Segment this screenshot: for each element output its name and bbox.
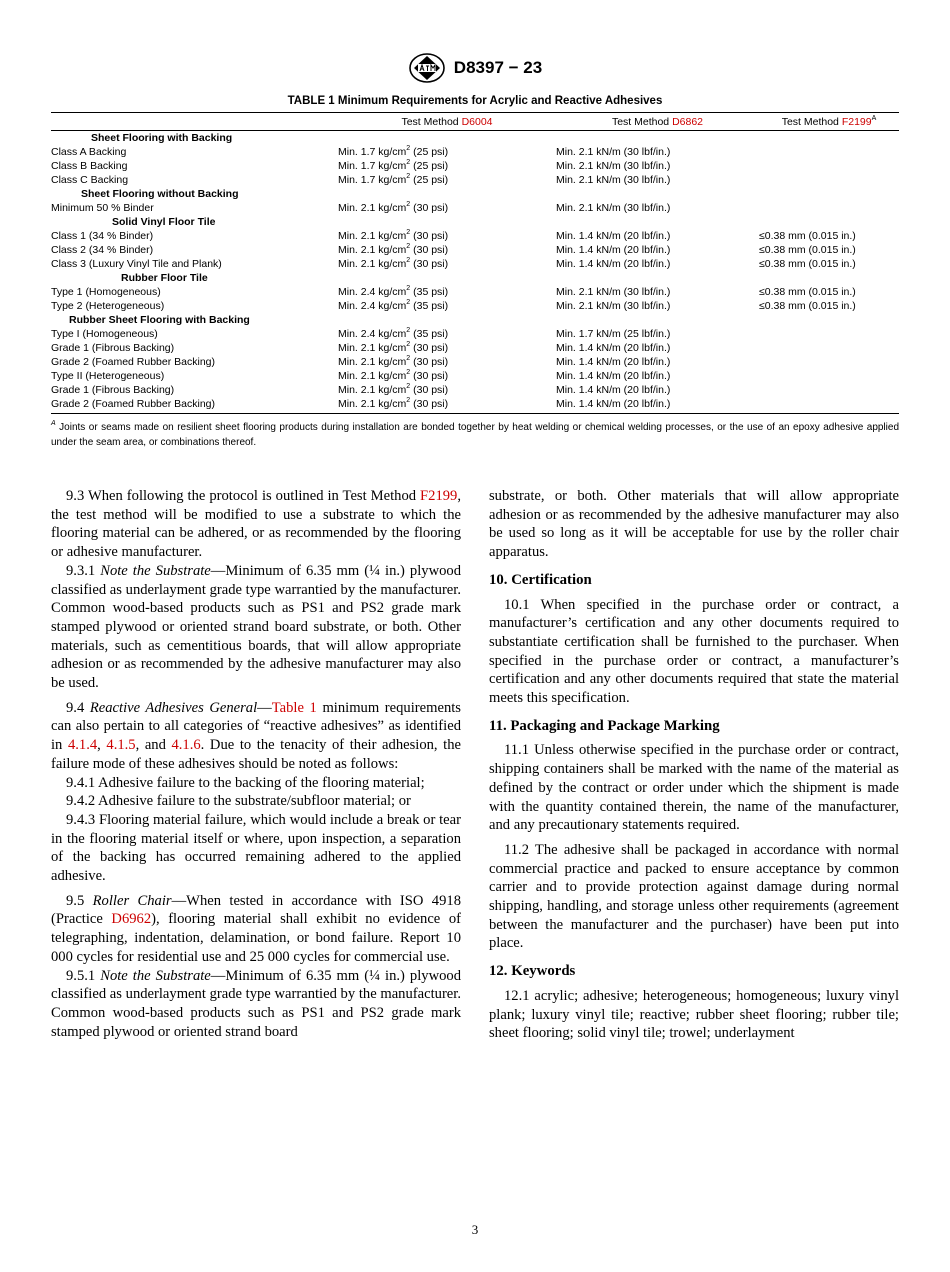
row-label: Class B Backing	[51, 160, 128, 172]
value-d6004: Min. 2.4 $kg/cm^2$ (35 psi)	[338, 285, 449, 298]
para-9-5-1: 9.5.1 Note the Substrate—Minimum of 6.35 mm (¼ in.) plywood classified as underlayment grade type warrantied by the manufacturer. Common wood-based products such as PS1 and PS2 grade mark stamped plywood or oriented strand board	[51, 967, 461, 1040]
row-label: Grade 2 (Foamed Rubber Backing)	[51, 356, 215, 368]
heading-keywords: 12. Keywords	[489, 963, 576, 980]
value-f2199: ≤0.38 mm (0.015 in.)	[759, 230, 856, 242]
para-9-4-3: 9.4.3 Flooring material failure, which would include a break or tear in the flooring material itself or where, upon inspection, a separation of the backing has occurred remaining adhered to the applied adhesive.	[51, 811, 461, 885]
value-d6862: Min. 2.1 kN/m (30 lbf/in.)	[556, 286, 671, 298]
para-continued: substrate, or both. Other materials that will allow appropriate adhesion or as recommended by the adhesive manufacturer may also be used so long as it will be acceptable for use by the roller chair apparatus.	[489, 488, 899, 561]
value-d6004: Min. 2.1 $kg/cm^2$ (30 psi)	[338, 243, 449, 256]
heading-certification: 10. Certification	[489, 571, 592, 588]
table-row	[51, 341, 899, 355]
value-f2199	[759, 341, 899, 355]
row-label: Grade 1 (Fibrous Backing)	[51, 342, 175, 354]
link-d6862[interactable]: D6862	[672, 116, 704, 128]
section-title: Rubber Sheet Flooring with Backing	[69, 314, 250, 326]
para-9-5: 9.5 Roller Chair—When tested in accordance with ISO 4918 (Practice D6962), flooring material shall exhibit no evidence of telegraphing, indentation, delamination, or bond failure. Report 10 000 cycles for residential use and 25 000 cycles for commercial use.	[51, 892, 461, 965]
value-d6862: Min. 1.4 kN/m (20 lbf/in.)	[556, 244, 671, 256]
document-id: D8397 − 23	[453, 58, 543, 77]
left-column	[51, 487, 461, 1041]
value-f2199	[759, 159, 899, 173]
table-row	[51, 355, 899, 369]
value-f2199	[759, 145, 899, 159]
table-row	[51, 299, 899, 313]
link-f2199-text[interactable]: F2199	[420, 488, 458, 504]
row-label: Class C Backing	[51, 174, 129, 186]
header-d6004: Test Method D6004	[338, 113, 556, 131]
row-label: Grade 2 (Foamed Rubber Backing)	[51, 397, 338, 414]
value-d6862: Min. 1.4 kN/m (20 lbf/in.)	[556, 342, 671, 354]
value-f2199: ≤0.38 mm (0.015 in.)	[759, 300, 856, 312]
link-4-1-5[interactable]: 4.1.5	[106, 737, 136, 754]
value-d6862: Min. 1.4 kN/m (20 lbf/in.)	[556, 356, 671, 368]
para-12-1: 12.1 acrylic; adhesive; heterogeneous; homogeneous; luxury vinyl plank; luxury vinyl tile; reactive; rubber sheet flooring; rubber tile; sheet flooring; solid vinyl tile; trowel; underlayment	[489, 987, 899, 1042]
row-label: Minimum 50 % Binder	[51, 202, 154, 214]
table-row	[51, 257, 899, 271]
value-d6862: Min. 1.4 kN/m (20 lbf/in.)	[556, 397, 759, 414]
table-row	[51, 201, 899, 215]
row-label: Class A Backing	[51, 146, 127, 158]
section-title: Solid Vinyl Floor Tile	[112, 216, 216, 228]
value-d6004: Min. 2.1 $kg/cm^2$ (30 psi)	[338, 369, 449, 382]
value-d6004: Min. 2.1 $kg/cm^2$ (30 psi)	[338, 341, 449, 354]
para-9-4: 9.4 Reactive Adhesives General—Table 1 minimum requirements can also pertain to all categories of “reactive adhesives” as identified in 4.1.4, 4.1.5, and 4.1.6. Due to the tenacity of their adhesion, the failure mode of these adhesives should be noted as follows:	[51, 699, 461, 772]
header-f2199: Test Method $F2199^A$	[759, 113, 899, 131]
value-d6004: Min. 1.7 $kg/cm^2$ (25 psi)	[338, 145, 449, 158]
table-row	[51, 159, 899, 173]
link-d6962[interactable]: D6962	[111, 911, 152, 928]
table-footnote	[51, 420, 899, 450]
row-label: Class 3 (Luxury Vinyl Tile and Plank)	[51, 258, 222, 270]
table-header-row	[51, 113, 899, 131]
value-d6004: Min. 2.1 $kg/cm^2$ (30 psi)	[338, 257, 449, 270]
section-title: Rubber Floor Tile	[121, 272, 208, 284]
value-d6004: Min. 2.1 $kg/cm^2$ (30 psi)	[338, 229, 449, 242]
value-d6862: Min. 2.1 kN/m (30 lbf/in.)	[556, 160, 671, 172]
value-d6862: Min. 1.4 kN/m (20 lbf/in.)	[556, 258, 671, 270]
row-label: Type II (Heterogeneous)	[51, 370, 165, 382]
table-row	[51, 285, 899, 299]
value-f2199	[759, 355, 899, 369]
value-d6862: Min. 1.7 kN/m (25 lbf/in.)	[556, 328, 671, 340]
header-blank	[51, 113, 338, 131]
value-d6862: Min. 1.4 kN/m (20 lbf/in.)	[556, 230, 671, 242]
para-9-4-2: 9.4.2 Adhesive failure to the substrate/subfloor material; or	[66, 793, 411, 810]
table-section-row	[51, 313, 899, 327]
table-row	[51, 327, 899, 341]
row-label: Class 2 (34 % Binder)	[51, 244, 154, 256]
value-f2199	[759, 173, 899, 187]
para-11-2: 11.2 The adhesive shall be packaged in accordance with normal commercial practice and packed to ensure acceptance by common carrier and to provide protection against damage during normal shipping, handling, and storage unless other requirements (agreement between the manufacturer and the purchaser) have been put into place.	[489, 841, 899, 952]
link-4-1-4[interactable]: 4.1.4	[67, 737, 98, 754]
para-10-1: 10.1 When specified in the purchase order or contract, a manufacturer’s certification and any other documents required to substantiate certification shall be furnished to the purchaser. When specified in the purchase order or contract, a manufacturer’s certification and any other documents required that state the material meets this specification.	[489, 596, 899, 707]
value-f2199	[759, 327, 899, 341]
value-f2199: ≤0.38 mm (0.015 in.)	[759, 286, 856, 298]
link-f2199[interactable]: F2199	[841, 116, 872, 128]
footnote-mark: A	[51, 420, 56, 427]
value-d6862: Min. 2.1 kN/m (30 lbf/in.)	[556, 202, 671, 214]
value-d6004: Min. 2.1 $kg/cm^2$ (30 psi)	[338, 201, 449, 214]
value-f2199	[759, 201, 899, 215]
para-11-1: 11.1 Unless otherwise specified in the purchase order or contract, shipping containers shall be marked with the name of the material as defined by the contract or order under which the shipment is made with the quantity contained therein, the name of the manufacturer, and any precautionary statements required.	[489, 742, 899, 834]
table-section-row	[51, 131, 899, 146]
table-row	[51, 229, 899, 243]
page-number: 3	[471, 1222, 479, 1237]
value-d6004: Min. 2.1 $kg/cm^2$ (30 psi)	[338, 355, 449, 368]
table-row	[51, 369, 899, 383]
table-section-row	[51, 187, 899, 201]
page-header	[0, 52, 950, 84]
section-title: Sheet Flooring with Backing	[91, 132, 233, 144]
value-f2199: ≤0.38 mm (0.015 in.)	[759, 244, 856, 256]
value-d6862: Min. 2.1 kN/m (30 lbf/in.)	[556, 146, 671, 158]
value-d6004: Min. 2.1 $kg/cm^2$ (30 psi)	[338, 383, 449, 396]
row-label: Type I (Homogeneous)	[51, 328, 158, 340]
para-9-3: 9.3 When following the protocol is outlined in Test Method F2199, the test method will be modified to use a substrate to which the flooring material can be adhered, or as recommended by the flooring or adhesive manufacturer.	[51, 488, 461, 561]
row-label: Type 1 (Homogeneous)	[51, 286, 161, 298]
value-f2199	[759, 397, 899, 414]
value-d6004: Min. 2.4 $kg/cm^2$ (35 psi)	[338, 299, 449, 312]
value-d6862: Min. 1.4 kN/m (20 lbf/in.)	[556, 384, 671, 396]
value-d6004: Min. 1.7 $kg/cm^2$ (25 psi)	[338, 159, 449, 172]
table-row	[51, 243, 899, 257]
link-4-1-6[interactable]: 4.1.6	[171, 737, 201, 754]
row-label: Class 1 (34 % Binder)	[51, 230, 154, 242]
section-title: Sheet Flooring without Backing	[81, 188, 239, 200]
astm-logo-icon	[408, 52, 446, 84]
para-9-4-1: 9.4.1 Adhesive failure to the backing of the flooring material;	[66, 774, 425, 791]
value-d6862: Min. 1.4 kN/m (20 lbf/in.)	[556, 370, 671, 382]
header-d6862: Test Method D6862	[556, 113, 759, 131]
right-column	[489, 487, 899, 1043]
value-d6004: Min. 2.4 $kg/cm^2$ (35 psi)	[338, 327, 449, 340]
table-section-row	[51, 215, 899, 229]
value-d6862: Min. 2.1 kN/m (30 lbf/in.)	[556, 174, 671, 186]
value-f2199	[759, 369, 899, 383]
link-table-1[interactable]: Table 1	[271, 699, 317, 716]
value-d6862: Min. 2.1 kN/m (30 lbf/in.)	[556, 300, 671, 312]
table-row	[51, 383, 899, 397]
value-d6004: Min. 2.1 $kg/cm^2$ (30 psi)	[338, 397, 556, 414]
note-marker: A	[871, 115, 877, 122]
value-f2199: ≤0.38 mm (0.015 in.)	[759, 258, 856, 270]
row-label: Grade 1 (Fibrous Backing)	[51, 384, 175, 396]
table-body	[51, 131, 899, 414]
table-row	[51, 145, 899, 159]
table-title: TABLE 1 Minimum Requirements for Acrylic and Reactive Adhesives	[287, 95, 663, 107]
requirements-table	[51, 112, 899, 414]
table-row	[51, 397, 899, 414]
footnote-text: Joints or seams made on resilient sheet flooring products during installation are bonded together by heat welding or chemical welding processes, or the use of an epoxy adhesive applied under the seam area, or combinations thereof.	[51, 422, 900, 448]
row-label: Type 2 (Heterogeneous)	[51, 300, 165, 312]
heading-packaging: 11. Packaging and Package Marking	[489, 717, 720, 734]
table-section-row	[51, 271, 899, 285]
value-d6004: Min. 1.7 $kg/cm^2$ (25 psi)	[338, 173, 449, 186]
table-row	[51, 173, 899, 187]
link-d6004[interactable]: D6004	[461, 116, 493, 128]
value-f2199	[759, 383, 899, 397]
para-9-3-1: 9.3.1 Note the Substrate—Minimum of 6.35 mm (¼ in.) plywood classified as underlayment grade type warrantied by the manufacturer. Common wood-based products such as PS1 and PS2 grade mark stamped plywood or oriented strand board substrate, or both. Other materials, such as cementitious boards, that will allow appropriate adhesion or as recommended by the adhesive manufacturer may also be used.	[51, 562, 461, 692]
